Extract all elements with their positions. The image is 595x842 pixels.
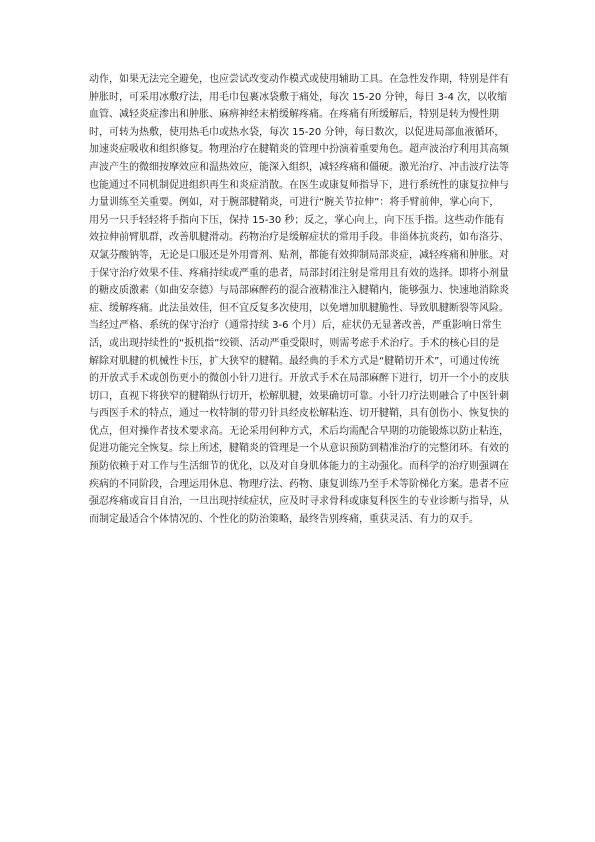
- body-paragraph: 动作，如果无法完全避免，也应尝试改变动作模式或使用辅助工具。在急性发作期，特别是伴有肿胀时，可采用冰敷疗法，用毛巾包裹冰袋敷于痛处，每次 15-20 分钟，每日 3-4 次，以收缩血管、减轻炎症渗出和肿胀、麻痹神经末梢缓解疼痛。在疼痛有所缓解后，特别是转为慢性期时，可转为热敷，使用热毛巾或热水袋，每次 15-20 分钟，每日数次，以促进局部血液循环，加速炎症吸收和组织修复。物理治疗在腱鞘炎的管理中扮演着重要角色。超声波治疗利用其高频声波产生的微细按摩效应和温热效应，能深入组织，减轻疼痛和僵硬。激光治疗、冲击波疗法等也能通过不同机制促进组织再生和炎症消散。在医生或康复师指导下，进行系统性的康复拉伸与力量训练至关重要。例如，对于腕部腱鞘炎，可进行“腕关节拉伸”：将手臂前伸，掌心向下，用另一只手轻轻将手指向下压，保持 15-30 秒；反之，掌心向上，向下压手指。这些动作能有效拉伸前臂肌群，改善肌腱滑动。药物治疗是缓解症状的常用手段。非甾体抗炎药，如布洛芬、双氯芬酸钠等，无论是口服还是外用膏剂、贴剂，都能有效抑制局部炎症，减轻疼痛和肿胀。对于保守治疗效果不佳、疼痛持续或严重的患者，局部封闭注射是常用且有效的选择。即将小剂量的糖皮质激素（如曲安奈德）与局部麻醉药的混合液精准注入腱鞘内，能够强力、快速地消除炎症、缓解疼痛。此法虽效佳，但不宜反复多次使用，以免增加肌腱脆性、导致肌腱断裂等风险。当经过严格、系统的保守治疗（通常持续 3-6 个月）后，症状仍无显著改善，严重影响日常生活，或出现持续性的“扳机指”绞锁、活动严重受限时，则需考虑手术治疗。手术的核心目的是解除对肌腱的机械性卡压，扩大狭窄的腱鞘。最经典的手术方式是“腱鞘切开术”，可通过传统的开放式手术或创伤更小的微创小针刀进行。开放式手术在局部麻醉下进行，切开一个小的皮肤切口，直视下将狭窄的腱鞘纵行切开，松解肌腱，效果确切可靠。小针刀疗法则融合了中医针刺与西医手术的特点，通过一枚特制的带刃针具经皮松解粘连、切开腱鞘，具有创伤小、恢复快的优点，但对操作者技术要求高。无论采用何种方式，术后均需配合早期的功能锻炼以防止粘连，促进功能完全恢复。综上所述，腱鞘炎的管理是一个从意识预防到精准治疗的完整闭环。有效的预防依赖于对工作与生活细节的优化，以及对自身肌体能力的主动强化。而科学的治疗则强调在疾病的不同阶段，合理运用休息、物理疗法、药物、康复训练乃至手术等阶梯化方案。患者不应强忍疼痛或盲目自治，一旦出现持续症状，应及时寻求骨科或康复科医生的专业诊断与指导，从而制定最适合个体情况的、个性化的防治策略，最终告别疼痛，重获灵活、有力的双手。: [89, 74, 509, 525]
